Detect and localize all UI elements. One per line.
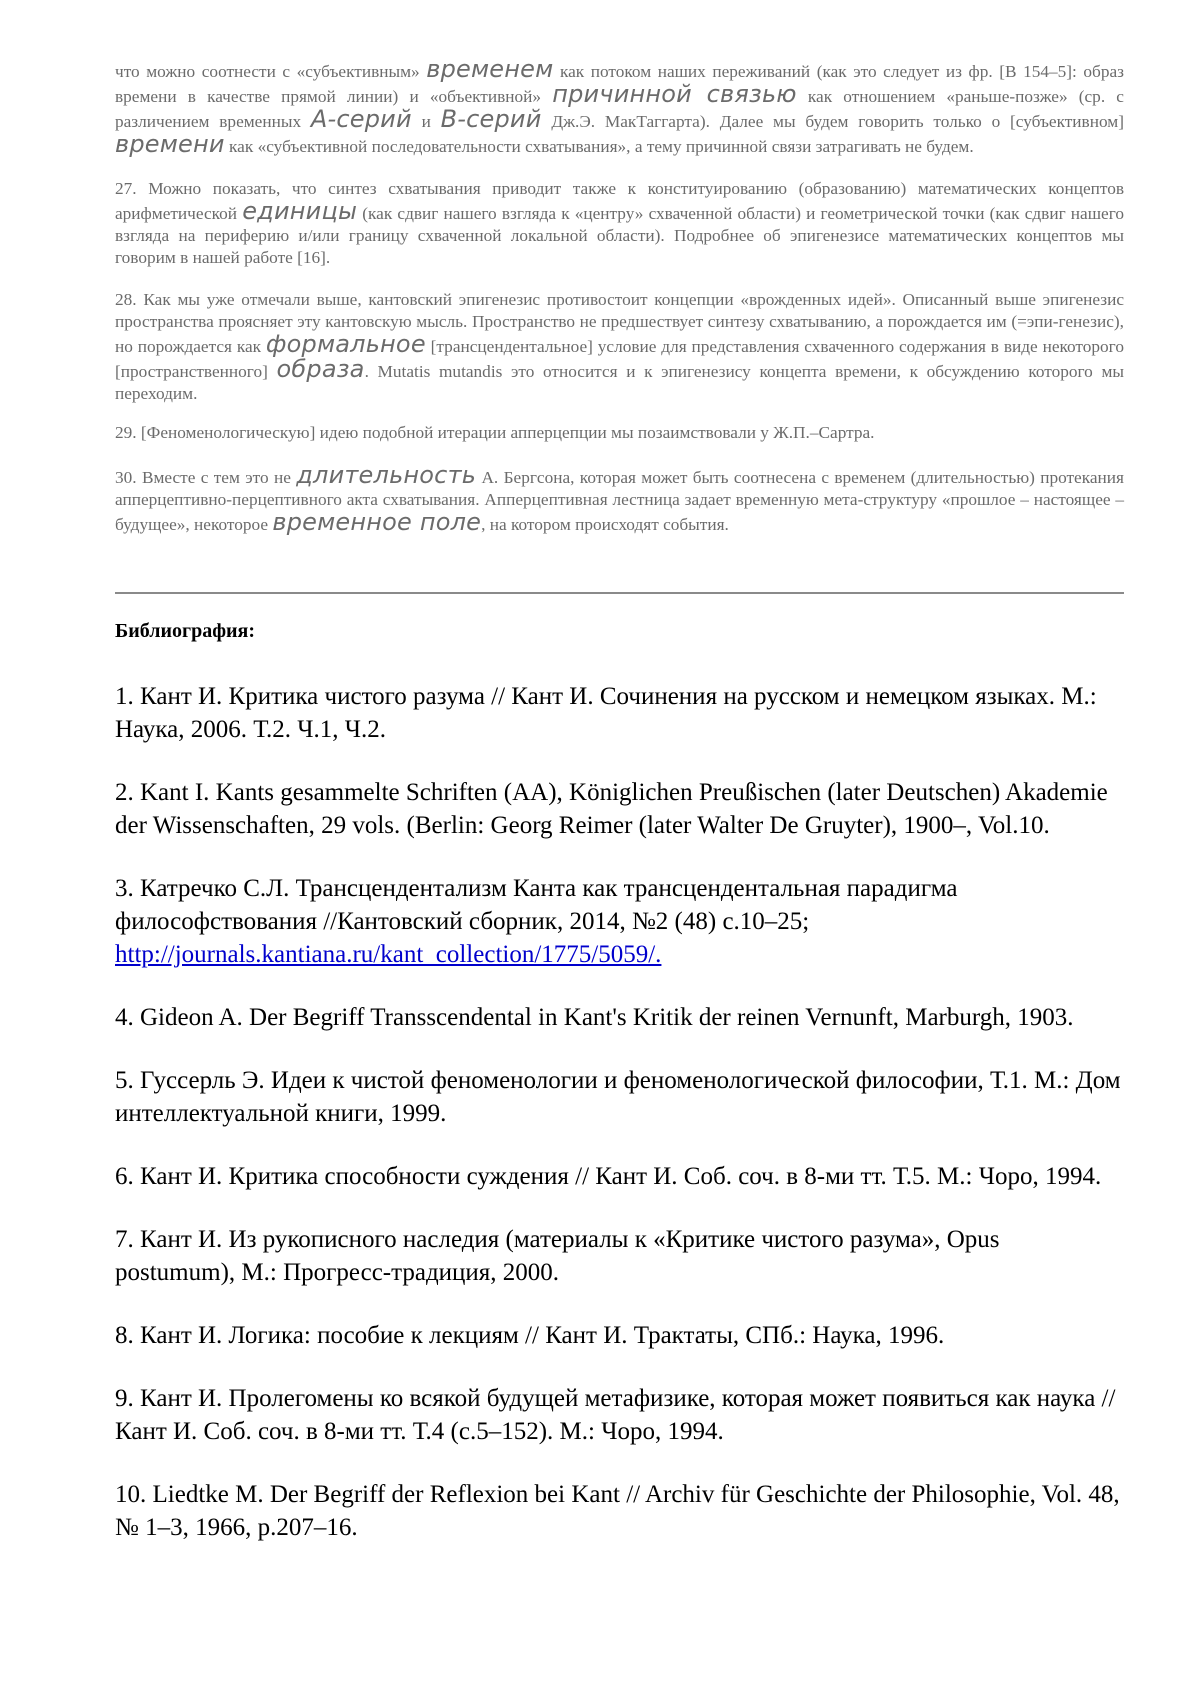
document-page (0, 0, 1200, 1698)
emphasis: формальное (266, 330, 426, 358)
footnotes-section (115, 58, 1124, 553)
bibliography-item: 7. Кант И. Из рукописного наследия (материалы к «Критике чистого разума», Opus postumum), М.: Прогресс-традиция, 2000. (115, 1223, 1124, 1289)
bibliography-item: 3. Катречко С.Л. Трансцендентализм Канта как трансцендентальная парадигма философствования //Кантовский сборник, 2014, №2 (48) с.10–25; http://journals.kantiana.ru/kant_collection/1775/5059/. (115, 872, 1124, 971)
bibliography-item: 5. Гуссерль Э. Идеи к чистой феноменологии и феноменологической философии, Т.1. М.: Дом интеллектуальной книги, 1999. (115, 1064, 1124, 1130)
emphasis: временем (426, 55, 553, 83)
emphasis: А-серий (311, 105, 412, 133)
footnote-26-continuation: что можно соотнести с «субъективным» временем как потоком наших переживаний (как это следует из фр. [B 154–5]: образ времени в качестве прямой линии) и «объективной» причинной связью как отношением «раньше-позже» (ср. с различением временных А-серий и В-серий Дж.Э. МакТаггарта). Далее мы будем говорить только о [субъективном] времени как «субъективной последовательности схватывания», а тему причинной связи затрагивать не будем. (115, 58, 1124, 158)
footnote-30: 30. Вместе с тем это не длительность А. Бергсона, которая может быть соотнесена с временем (длительностью) протекания апперцептивно-перцептивного акта схватывания. Апперцептивная лестница задает временную мета-структуру «прошлое – настоящее – будущее», некоторое временное поле, на котором происходят события. (115, 464, 1124, 536)
emphasis: образа (277, 355, 365, 383)
footnote-29: 29. [Феноменологическую] идею подобной итерации апперцепции мы позаимствовали у Ж.П.–Сартра. (115, 422, 1124, 444)
bibliography-item: 2. Kant I. Kants gesammelte Schriften (AA), Königlichen Preußischen (later Deutschen) Akademie der Wissenschaften, 29 vols. (Berlin: Georg Reimer (later Walter De Gruyter), 1900–, Vol.10. (115, 776, 1124, 842)
bibliography-item: 4. Gideon A. Der Begriff Transscendental in Kant's Kritik der reinen Vernunft, Marburgh, 1903. (115, 1001, 1124, 1034)
emphasis: времени (115, 130, 225, 158)
footnote-28: 28. Как мы уже отмечали выше, кантовский эпигенезис противостоит концепции «врожденных идей». Описанный выше эпигенезис пространства проясняет эту кантовскую мысль. Пространство не предшествует синтезу схватыванию, а порождается им (=эпи-генезис), но порождается как формальное [трансцендентальное] условие для представления схваченного содержания в виде некоторого [пространственного] образа. Mutatis mutandis это относится и к эпигенезису концепта времени, к обсуждению которого мы переходим. (115, 289, 1124, 405)
bibliography-item: 1. Кант И. Критика чистого разума // Кант И. Сочинения на русском и немецком языках. М.: Наука, 2006. Т.2. Ч.1, Ч.2. (115, 680, 1124, 746)
footnote-27: 27. Можно показать, что синтез схватывания приводит также к конституированию (образованию) математических концептов арифметической единицы (как сдвиг нашего взгляда к «центру» схваченной области) и геометрической точки (как сдвиг нашего взгляда на периферию и/или границу схваченной локальной области). Подробнее об эпигенезисе математических концептов мы говорим в нашей работе [16]. (115, 178, 1124, 269)
bibliography-link[interactable]: http://journals.kantiana.ru/kant_collection/1775/5059/. (115, 941, 661, 968)
emphasis: причинной связью (552, 80, 797, 108)
bibliography-item: 8. Кант И. Логика: пособие к лекциям // Кант И. Трактаты, СПб.: Наука, 1996. (115, 1319, 1124, 1352)
bibliography-item: 6. Кант И. Критика способности суждения // Кант И. Соб. соч. в 8-ми тт. Т.5. М.: Чоро, 1994. (115, 1160, 1124, 1193)
emphasis: временное поле (272, 508, 481, 536)
bibliography-item: 10. Liedtke M. Der Begriff der Reflexion bei Kant // Archiv für Geschichte der Philosophie, Vol. 48, № 1–3, 1966, p.207–16. (115, 1478, 1124, 1544)
bibliography-item: 9. Кант И. Пролегомены ко всякой будущей метафизике, которая может появиться как наука // Кант И. Соб. соч. в 8-ми тт. Т.4 (с.5–152). М.: Чоро, 1994. (115, 1382, 1124, 1448)
section-divider (115, 592, 1124, 594)
emphasis: единицы (242, 197, 357, 225)
bibliography-list (115, 680, 1124, 1574)
bibliography-heading: Библиография: (115, 620, 255, 643)
emphasis: длительность (296, 461, 476, 489)
emphasis: В-серий (441, 105, 542, 133)
